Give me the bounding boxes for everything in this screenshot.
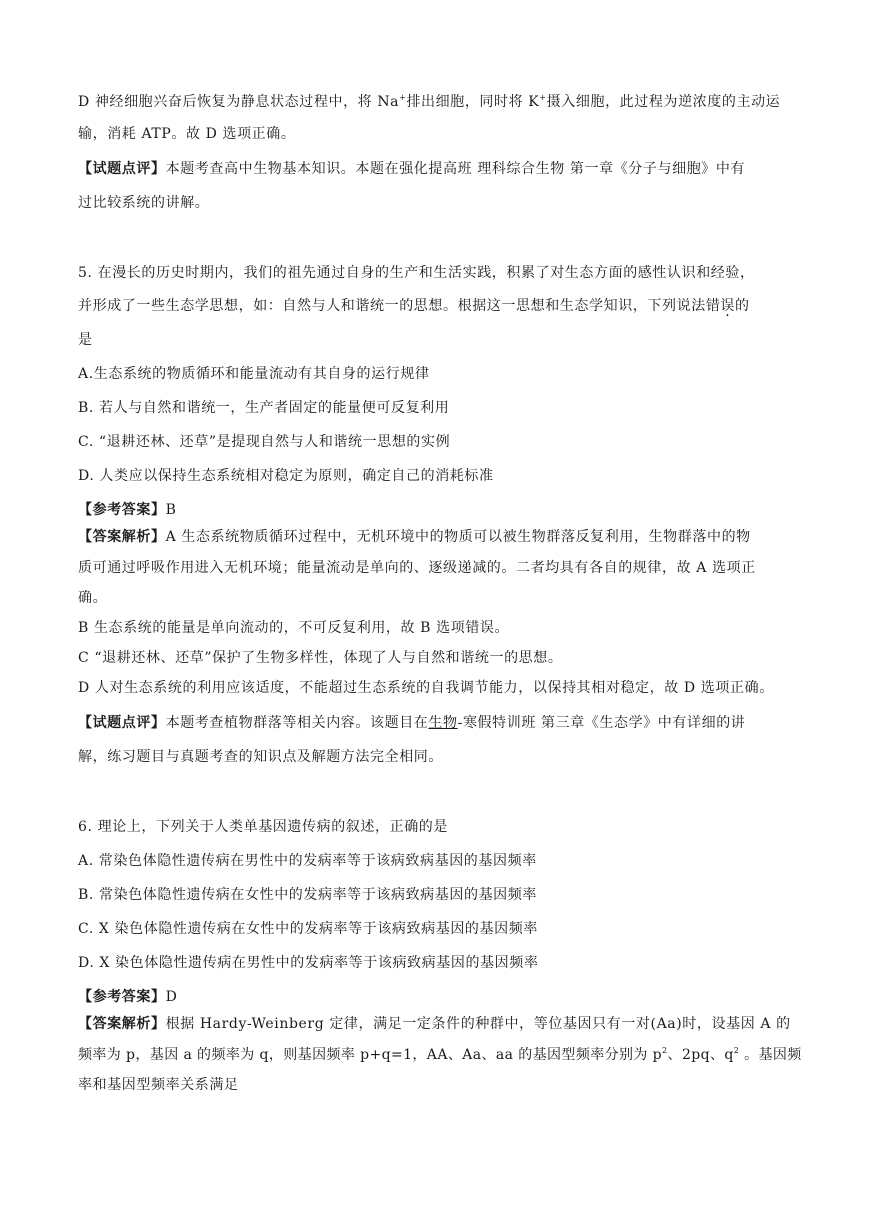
underlined-link-text: 生物	[428, 715, 458, 731]
prev-analysis-d-line2: 输，消耗 ATP。故 D 选项正确。	[78, 126, 296, 142]
q6-analysis-line2: 频率为 p，基因 a 的频率为 q，则基因频率 p+q=1，AA、Aa、aa 的基因型频率分别为 $p^2$、2pq、$q^2$ 。基因频	[78, 1046, 802, 1063]
q5-option-b: B. 若人与自然和谐统一，生产者固定的能量便可反复利用	[78, 400, 450, 416]
q6-option-a: A. 常染色体隐性遗传病在男性中的发病率等于该病致病基因的基因频率	[78, 853, 537, 869]
q5-analysis-c: C “退耕还林、还草”保护了生物多样性，体现了人与自然和谐统一的思想。	[78, 650, 563, 666]
q5-analysis-line1: 【答案解析】A 生态系统物质循环过程中，无机环境中的物质可以被生物群落反复利用，生物群落中的物	[78, 529, 751, 545]
q5-comment-line1: 【试题点评】本题考查植物群落等相关内容。该题目在生物-寒假特训班 第三章《生态学》中有详细的讲	[78, 715, 746, 731]
prev-comment-line2: 过比较系统的讲解。	[78, 195, 210, 211]
answer-tag: 【参考答案】	[78, 502, 166, 518]
q5-stem-line2: 并形成了一些生态学思想，如：自然与人和谐统一的思想。根据这一思想和生态学知识，下列说法错误的	[78, 298, 750, 314]
q6-stem: 6. 理论上，下列关于人类单基因遗传病的叙述，正确的是	[78, 819, 449, 835]
comment-tag: 【试题点评】	[78, 715, 166, 731]
q6-analysis-line3: 率和基因型频率关系满足	[78, 1077, 239, 1093]
q6-option-b: B. 常染色体隐性遗传病在女性中的发病率等于该病致病基因的基因频率	[78, 887, 537, 903]
q5-comment-line2: 解，练习题目与真题考查的知识点及解题方法完全相同。	[78, 749, 443, 765]
q5-answer: 【参考答案】B	[78, 502, 177, 518]
q5-analysis-line2: 质可通过呼吸作用进入无机环境；能量流动是单向的、逐级递减的。二者均具有各自的规律，故 A 选项正	[78, 560, 756, 576]
q6-option-c: C. X 染色体隐性遗传病在女性中的发病率等于该病致病基因的基因频率	[78, 921, 538, 937]
q5-option-a: A.生态系统的物质循环和能量流动有其自身的运行规律	[78, 366, 430, 382]
q5-option-d: D. 人类应以保持生态系统相对稳定为原则，确定自己的消耗标准	[78, 468, 494, 484]
q5-stem-line1: 5. 在漫长的历史时期内，我们的祖先通过自身的生产和生活实践，积累了对生态方面的感性认识和经验，	[78, 265, 755, 281]
q6-analysis-line1: 【答案解析】根据 Hardy-Weinberg 定律，满足一定条件的种群中，等位基因只有一对(Aa)时，设基因 A 的	[78, 1016, 791, 1032]
q5-analysis-line3: 确。	[78, 590, 108, 606]
q5-analysis-d: D 人对生态系统的利用应该适度，不能超过生态系统的自我调节能力，以保持其相对稳定，故 D 选项正确。	[78, 680, 774, 696]
analysis-tag: 【答案解析】	[78, 529, 166, 545]
prev-analysis-d-line1: D 神经细胞兴奋后恢复为静息状态过程中，将 Na+排出细胞，同时将 K+摄入细胞，此过程为逆浓度的主动运	[78, 93, 781, 110]
q6-option-d: D. X 染色体隐性遗传病在男性中的发病率等于该病致病基因的基因频率	[78, 955, 539, 971]
emphasis-dot: 误	[720, 298, 736, 314]
q5-stem-line3: 是	[78, 332, 93, 348]
comment-tag: 【试题点评】	[78, 161, 166, 177]
prev-comment-line1: 【试题点评】本题考查高中生物基本知识。本题在强化提高班 理科综合生物 第一章《分子与细胞》中有	[78, 161, 746, 177]
answer-tag: 【参考答案】	[78, 989, 166, 1005]
q5-analysis-b: B 生态系统的能量是单向流动的，不可反复利用，故 B 选项错误。	[78, 620, 510, 636]
q6-answer: 【参考答案】D	[78, 989, 178, 1005]
q5-option-c: C. “退耕还林、还草”是提现自然与人和谐统一思想的实例	[78, 434, 451, 450]
analysis-tag: 【答案解析】	[78, 1016, 166, 1032]
